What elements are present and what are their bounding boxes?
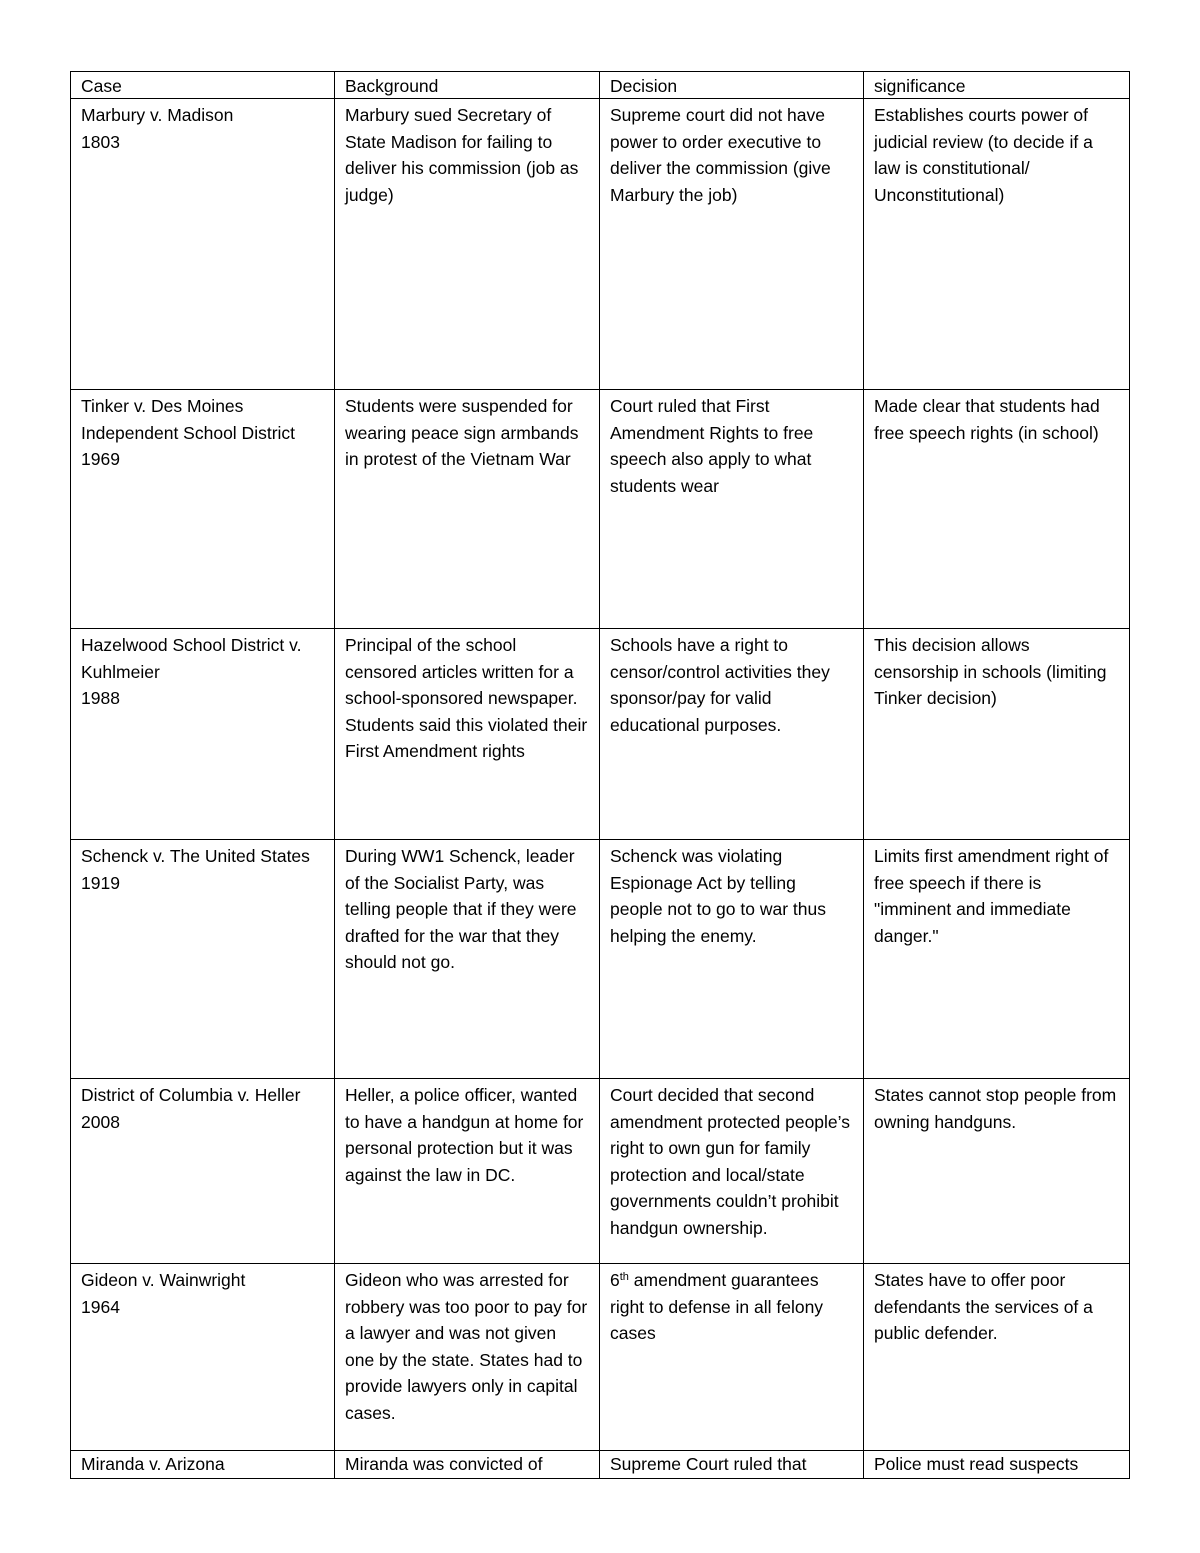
background-cell: Students were suspended for wearing peace sign armbands in protest of the Vietnam War: [335, 390, 600, 629]
case-cell: Schenck v. The United States 1919: [71, 840, 335, 1079]
significance-cell: This decision allows censorship in schools (limiting Tinker decision): [864, 629, 1130, 840]
decision-cell: Supreme Court ruled that: [600, 1451, 864, 1479]
decision-ordinal-number: 6: [610, 1270, 620, 1290]
decision-ordinal-suffix: th: [619, 1271, 629, 1283]
significance-cell: Made clear that students had free speech rights (in school): [864, 390, 1130, 629]
case-cell: Hazelwood School District v. Kuhlmeier 1988: [71, 629, 335, 840]
table-row: [71, 1451, 1130, 1479]
case-cell: Miranda v. Arizona: [71, 1451, 335, 1479]
significance-cell: Police must read suspects: [864, 1451, 1130, 1479]
background-cell: Miranda was convicted of: [335, 1451, 600, 1479]
header-significance: significance: [864, 72, 1130, 99]
background-cell: Marbury sued Secretary of State Madison for failing to deliver his commission (job as judge): [335, 99, 600, 390]
table-row: [71, 1264, 1130, 1451]
case-cell: District of Columbia v. Heller 2008: [71, 1079, 335, 1264]
background-cell: Principal of the school censored articles written for a school-sponsored newspaper. Students said this violated their First Amendment rights: [335, 629, 600, 840]
background-cell: Heller, a police officer, wanted to have a handgun at home for personal protection but it was against the law in DC.: [335, 1079, 600, 1264]
decision-cell: [600, 1264, 864, 1451]
decision-cell: Supreme court did not have power to order executive to deliver the commission (give Marbury the job): [600, 99, 864, 390]
table-row: [71, 1079, 1130, 1264]
decision-cell: Court decided that second amendment protected people’s right to own gun for family protection and local/state governments couldn’t prohibit handgun ownership.: [600, 1079, 864, 1264]
table-row: [71, 99, 1130, 390]
case-cell: Marbury v. Madison 1803: [71, 99, 335, 390]
table-row: [71, 629, 1130, 840]
case-cell: Tinker v. Des Moines Independent School District 1969: [71, 390, 335, 629]
significance-cell: Establishes courts power of judicial review (to decide if a law is constitutional/ Unconstitutional): [864, 99, 1130, 390]
table-header-row: [71, 72, 1130, 99]
supreme-court-cases-table: [70, 71, 1130, 1479]
case-cell: Gideon v. Wainwright 1964: [71, 1264, 335, 1451]
significance-cell: States cannot stop people from owning handguns.: [864, 1079, 1130, 1264]
decision-cell: Schools have a right to censor/control activities they sponsor/pay for valid educational purposes.: [600, 629, 864, 840]
significance-cell: States have to offer poor defendants the services of a public defender.: [864, 1264, 1130, 1451]
decision-text: amendment guarantees right to defense in all felony cases: [610, 1270, 824, 1343]
table-row: [71, 390, 1130, 629]
background-cell: During WW1 Schenck, leader of the Socialist Party, was telling people that if they were drafted for the war that they should not go.: [335, 840, 600, 1079]
table-row: [71, 840, 1130, 1079]
background-cell: Gideon who was arrested for robbery was too poor to pay for a lawyer and was not given one by the state. States had to provide lawyers only in capital cases.: [335, 1264, 600, 1451]
header-background: Background: [335, 72, 600, 99]
header-decision: Decision: [600, 72, 864, 99]
decision-cell: Schenck was violating Espionage Act by telling people not to go to war thus helping the enemy.: [600, 840, 864, 1079]
decision-cell: Court ruled that First Amendment Rights to free speech also apply to what students wear: [600, 390, 864, 629]
header-case: Case: [71, 72, 335, 99]
significance-cell: Limits first amendment right of free speech if there is "imminent and immediate danger.": [864, 840, 1130, 1079]
